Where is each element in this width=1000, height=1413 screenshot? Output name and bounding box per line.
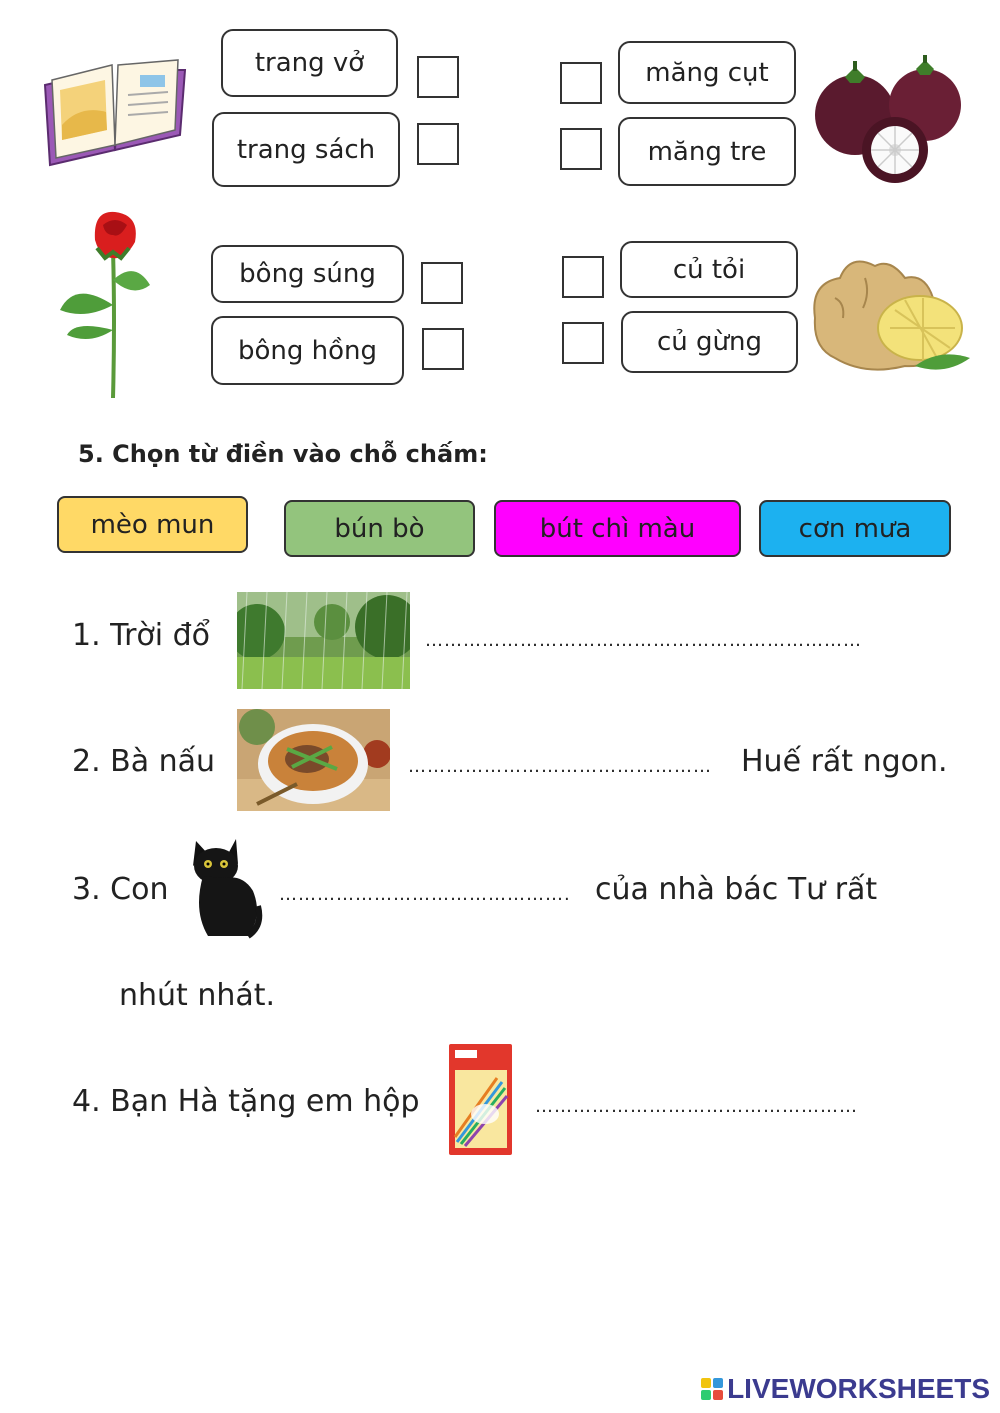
sentence-3-prefix: 3. Con xyxy=(72,872,169,907)
checkbox-cu-gung[interactable] xyxy=(562,322,604,364)
option-trang-vo: trang vở xyxy=(221,29,398,97)
answer-blank-3[interactable]: ………………………………………. xyxy=(279,884,571,905)
black-cat-photo xyxy=(188,836,263,942)
exercise-5-title: 5. Chọn từ điền vào chỗ chấm: xyxy=(78,440,488,468)
colored-pencils-box-photo xyxy=(447,1042,514,1157)
answer-blank-1[interactable]: …………………………………………………………… xyxy=(425,630,862,651)
sentence-2-prefix: 2. Bà nấu xyxy=(72,744,216,779)
word-chip-bun-bo[interactable]: bún bò xyxy=(284,500,475,557)
option-cu-gung: củ gừng xyxy=(621,311,798,373)
option-bong-sung: bông súng xyxy=(211,245,404,303)
option-cu-toi: củ tỏi xyxy=(620,241,798,298)
rain-photo xyxy=(237,592,410,689)
checkbox-bong-sung[interactable] xyxy=(421,262,463,304)
liveworksheets-logo-icon xyxy=(701,1378,723,1400)
checkbox-cu-toi[interactable] xyxy=(562,256,604,298)
option-mang-tre: măng tre xyxy=(618,117,796,186)
option-bong-hong: bông hồng xyxy=(211,316,404,385)
sentence-3-continuation: nhút nhát. xyxy=(119,978,276,1013)
word-chip-meo-mun[interactable]: mèo mun xyxy=(57,496,248,553)
checkbox-trang-sach[interactable] xyxy=(417,123,459,165)
checkbox-bong-hong[interactable] xyxy=(422,328,464,370)
rose-icon xyxy=(55,210,165,400)
ginger-icon xyxy=(805,248,977,376)
liveworksheets-logo xyxy=(701,1373,990,1405)
option-trang-sach: trang sách xyxy=(212,112,400,187)
sentence-2-suffix: Huế rất ngon. xyxy=(741,744,948,779)
checkbox-mang-cut[interactable] xyxy=(560,62,602,104)
liveworksheets-logo-text: LIVEWORKSHEETS xyxy=(727,1373,990,1404)
word-chip-but-chi-mau[interactable]: bút chì màu xyxy=(494,500,741,557)
open-book-icon xyxy=(40,50,190,170)
mangosteen-icon xyxy=(810,55,965,185)
answer-blank-2[interactable]: ………………………………………… xyxy=(408,756,712,777)
word-chip-con-mua[interactable]: cơn mưa xyxy=(759,500,951,557)
noodle-soup-photo xyxy=(237,709,390,811)
option-mang-cut: măng cụt xyxy=(618,41,796,104)
sentence-1-prefix: 1. Trời đổ xyxy=(72,618,211,653)
sentence-3-suffix: của nhà bác Tư rất xyxy=(595,872,878,907)
answer-blank-4[interactable]: …………………………………………… xyxy=(535,1096,858,1117)
checkbox-trang-vo[interactable] xyxy=(417,56,459,98)
sentence-4-prefix: 4. Bạn Hà tặng em hộp xyxy=(72,1084,420,1119)
checkbox-mang-tre[interactable] xyxy=(560,128,602,170)
